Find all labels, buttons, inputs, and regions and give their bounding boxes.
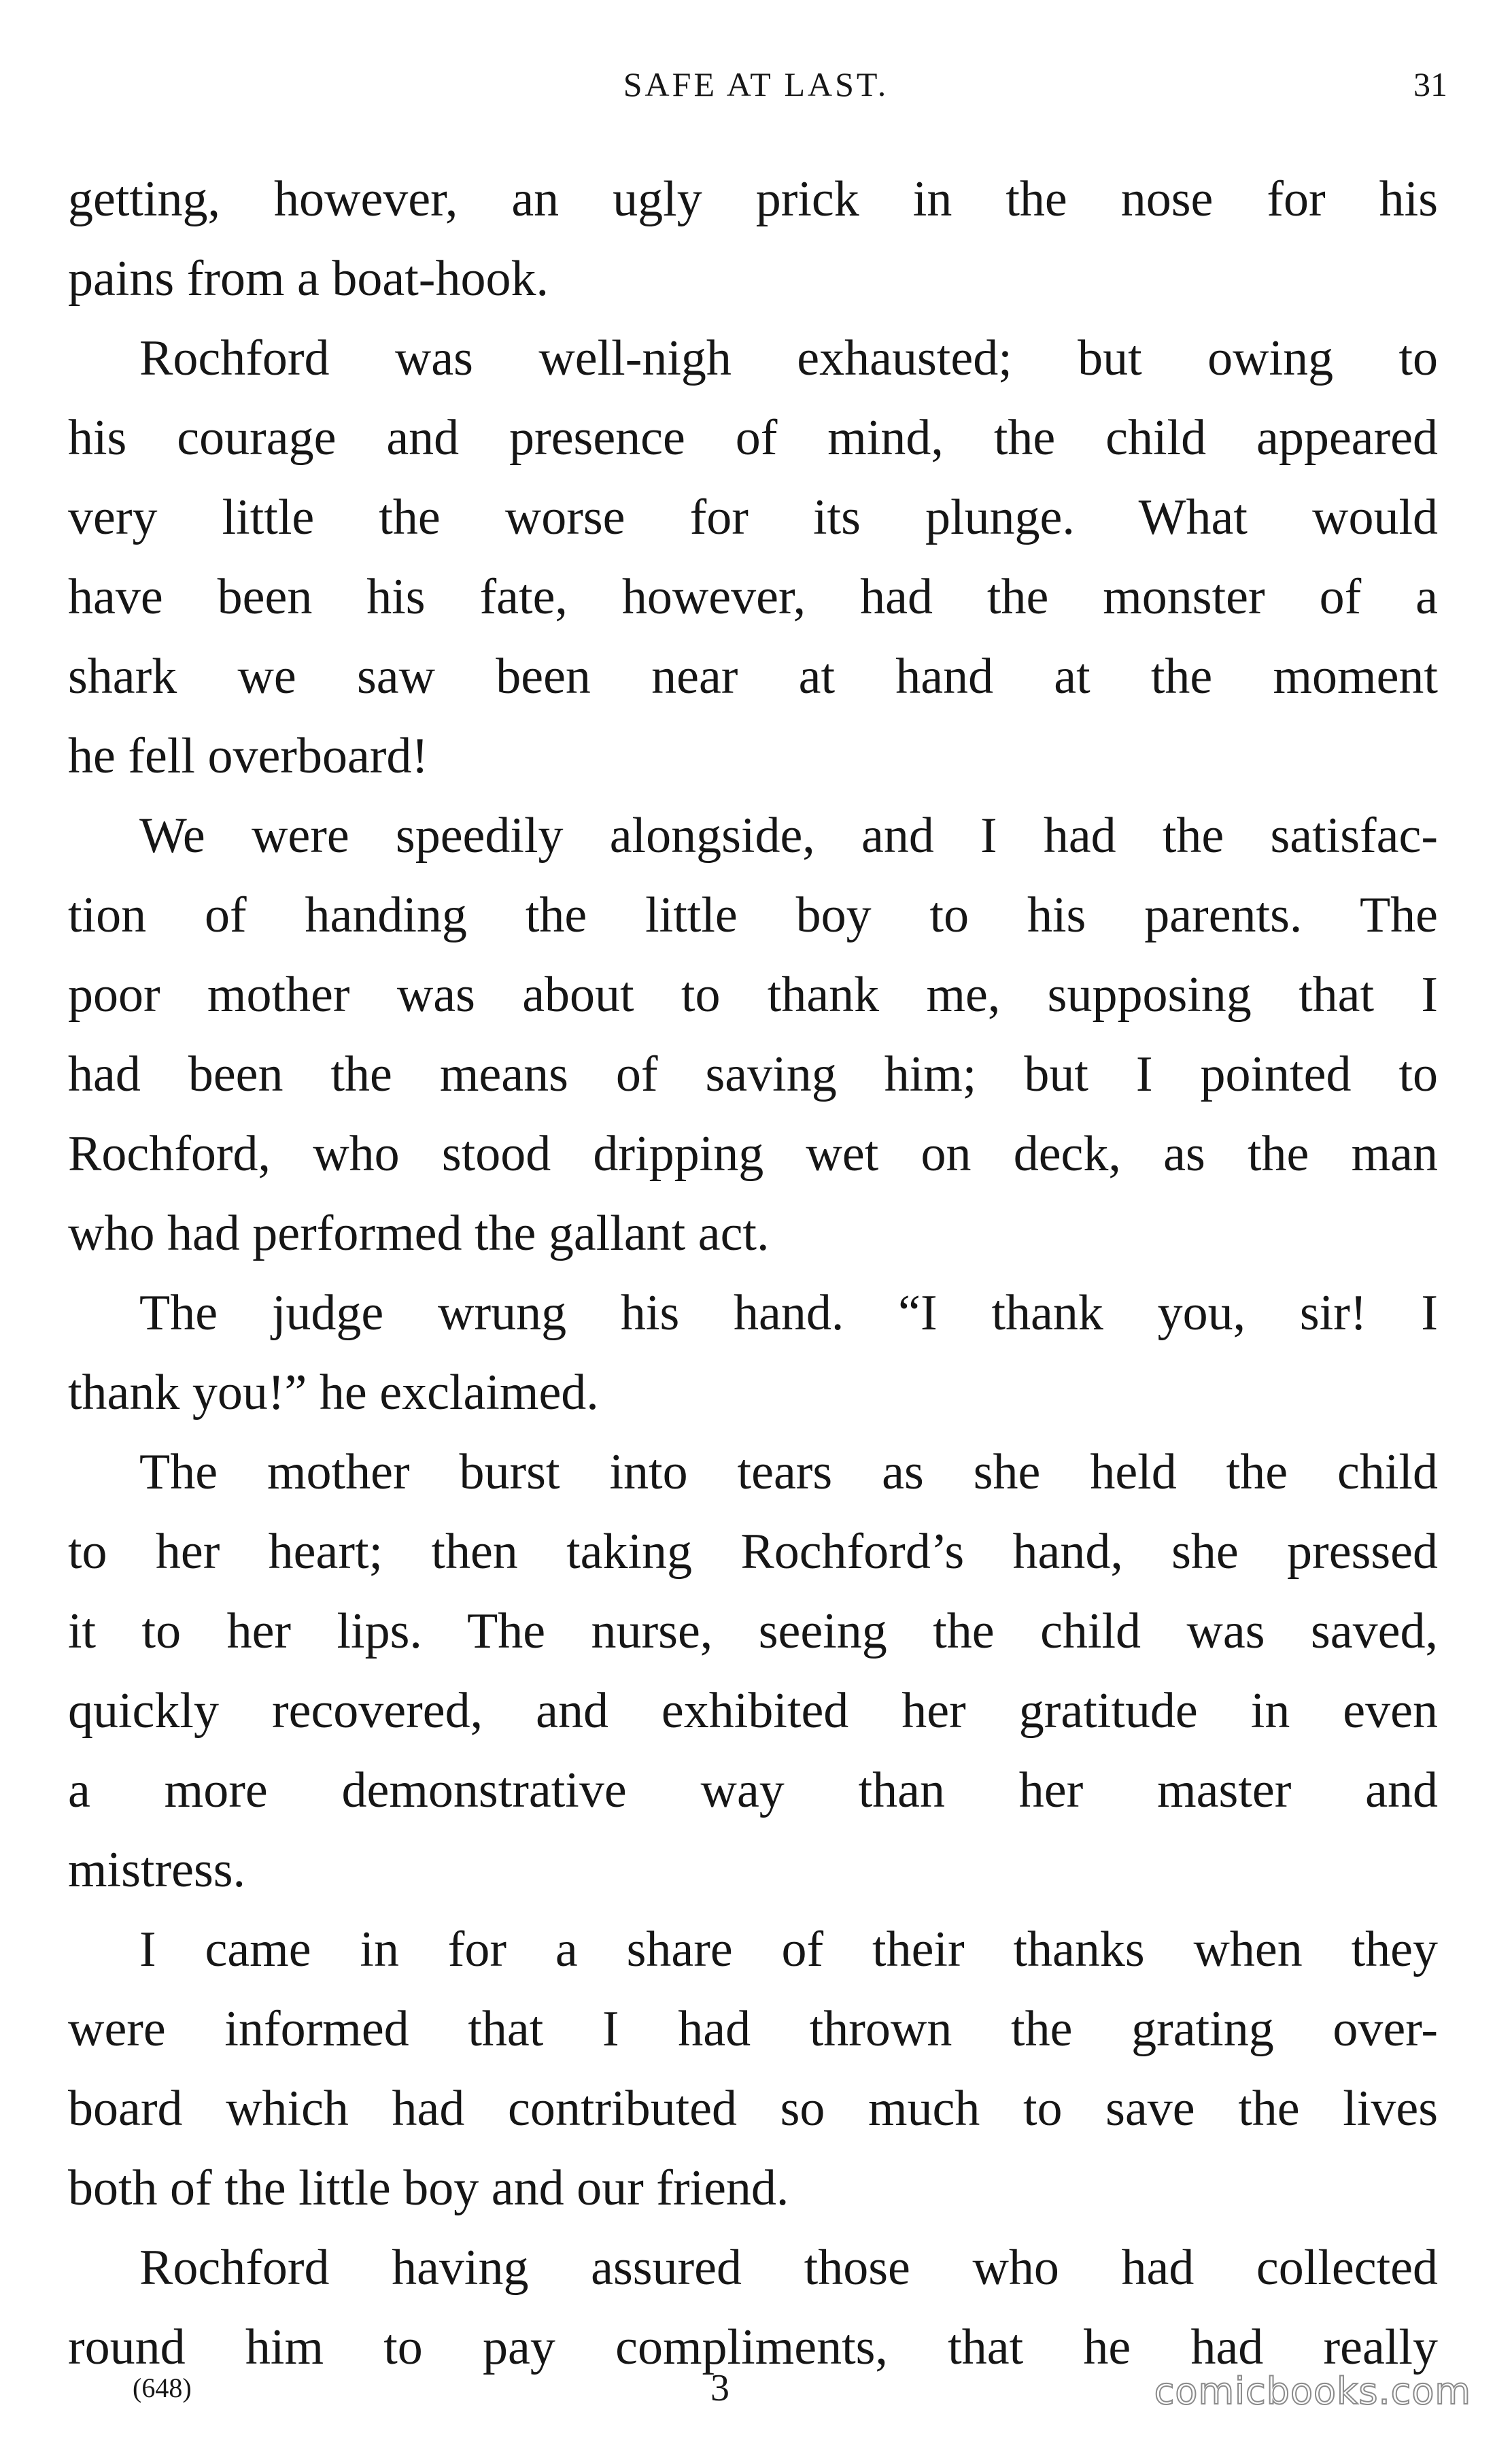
page-number: 31 xyxy=(1413,65,1447,103)
text-line: it to her lips. The nurse, seeing the child was saved, xyxy=(68,1603,1438,1659)
running-head xyxy=(0,65,1512,112)
text-line: pains from a boat-hook. xyxy=(68,251,549,307)
text-line: very little the worse for its plunge. What would xyxy=(68,490,1438,545)
text-line: We were speedily alongside, and I had the satisfac- xyxy=(139,808,1438,864)
text-line: The mother burst into tears as she held the child xyxy=(139,1444,1438,1500)
signature-letter: 3 xyxy=(710,2367,729,2409)
text-line: round him to pay compliments, that he had really xyxy=(68,2319,1438,2375)
text-line: Rochford having assured those who had collected xyxy=(139,2240,1438,2296)
text-line: he fell overboard! xyxy=(68,728,429,784)
text-line: Rochford, who stood dripping wet on deck, as the man xyxy=(68,1126,1438,1182)
text-line: a more demonstrative way than her master and xyxy=(68,1763,1438,1818)
text-line: The judge wrung his hand. “I thank you, sir! I xyxy=(139,1285,1438,1341)
text-line: thank you!” he exclaimed. xyxy=(68,1365,599,1421)
text-line: mistress. xyxy=(68,1842,246,1898)
text-line: who had performed the gallant act. xyxy=(68,1206,770,1261)
text-line: were informed that I had thrown the grating over- xyxy=(68,2001,1438,2057)
text-line: quickly recovered, and exhibited her gratitude in even xyxy=(68,1683,1438,1739)
text-line: his courage and presence of mind, the child appeared xyxy=(68,410,1438,466)
text-line: Rochford was well-nigh exhausted; but owing to xyxy=(139,330,1438,386)
body-text xyxy=(68,160,1438,2387)
text-line: poor mother was about to thank me, supposing that I xyxy=(68,967,1438,1023)
text-line: had been the means of saving him; but I pointed to xyxy=(68,1047,1438,1102)
text-line: shark we saw been near at hand at the moment xyxy=(68,649,1438,704)
text-line: board which had contributed so much to save the lives xyxy=(68,2081,1438,2137)
text-line: both of the little boy and our friend. xyxy=(68,2160,789,2216)
text-line: getting, however, an ugly prick in the nose for his xyxy=(68,171,1438,227)
text-line: tion of handing the little boy to his parents. The xyxy=(68,887,1438,943)
text-line: I came in for a share of their thanks when they xyxy=(139,1922,1438,1977)
signature-mark: (648) xyxy=(133,2373,192,2403)
page-footer xyxy=(0,2366,1512,2421)
watermark: comicbooks.com xyxy=(1154,2370,1471,2413)
text-line: to her heart; then taking Rochford’s hand, she pressed xyxy=(68,1524,1438,1580)
text-line: have been his fate, however, had the monster of a xyxy=(68,569,1438,625)
running-title: SAFE AT LAST. xyxy=(623,65,889,103)
